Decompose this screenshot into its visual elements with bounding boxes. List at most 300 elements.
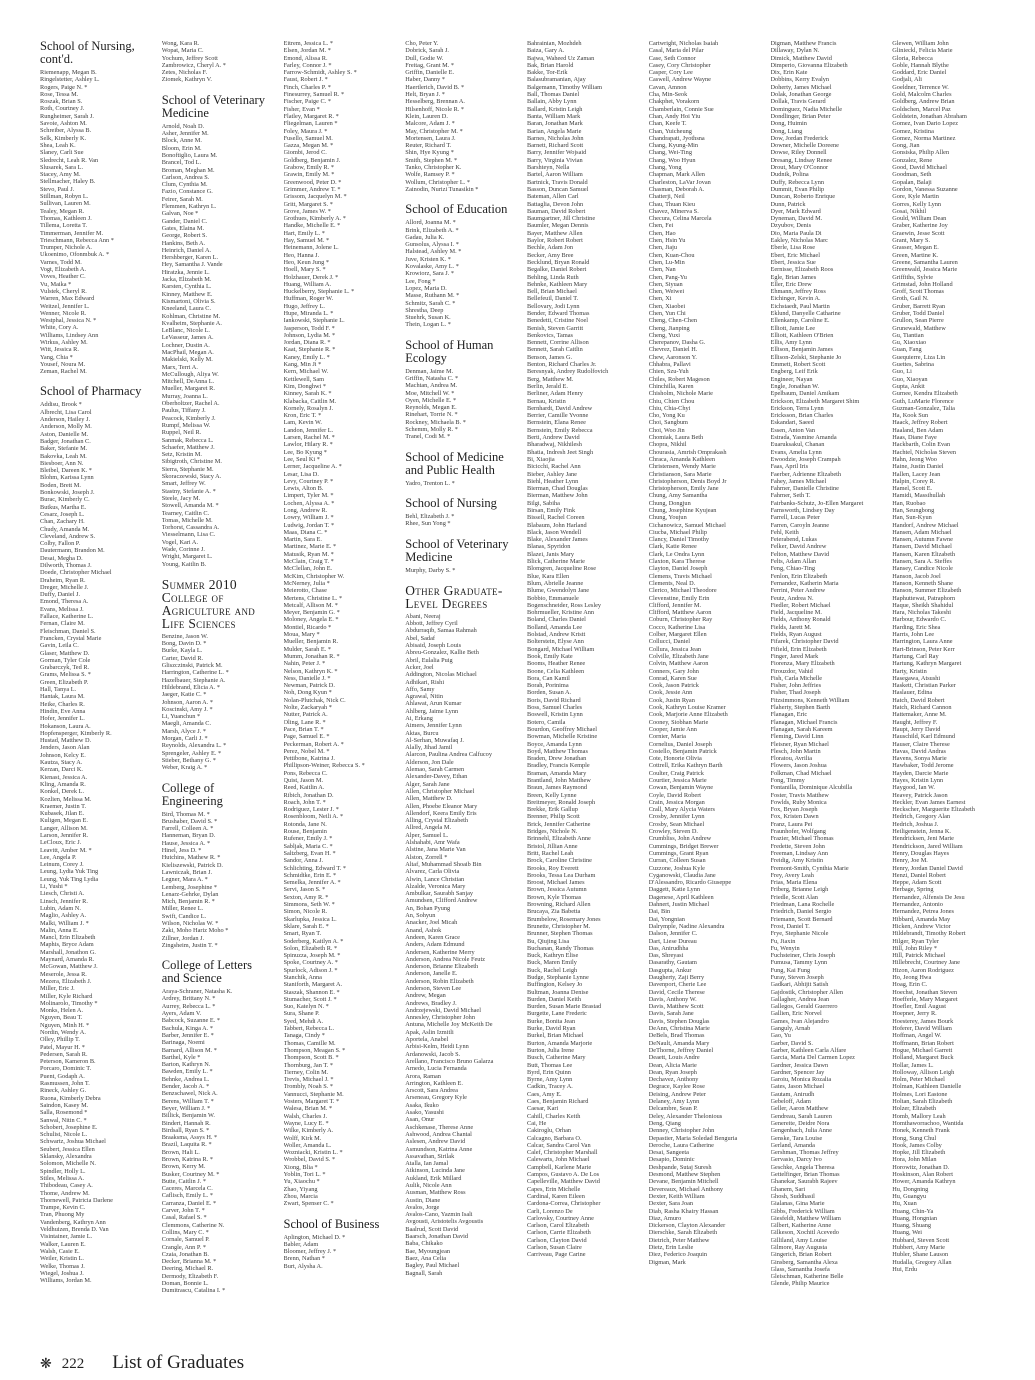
- graduate-name: Herbage, Spring: [892, 886, 934, 894]
- graduate-name: Friberg, Brianne Leigh: [770, 886, 829, 894]
- graduate-name: Chang, Woo Hyun: [648, 156, 696, 164]
- graduate-name: Heckler, Evan James Earnest: [892, 798, 966, 806]
- graduate-name: Fu, Jiaxin: [770, 937, 796, 945]
- graduate-name: Harrington, Catherine L. *: [161, 669, 229, 677]
- graduate-name: Gold, Malcolm Charles: [892, 91, 952, 99]
- graduate-name: Cornelius, Daniel Joseph: [648, 740, 712, 748]
- graduate-name: Bieber, Ashley Jane: [527, 470, 577, 478]
- graduate-name: Zambrowicz, Cheryl A. *: [161, 61, 226, 69]
- graduate-name: Spinuzza, Joseph M. *: [283, 952, 341, 960]
- graduate-name: Sierra, Stephanie M.: [161, 465, 214, 473]
- graduate-name: Benish, Steven Garritt: [527, 324, 584, 332]
- graduate-name: Matusik, Ryan M. *: [283, 550, 334, 558]
- graduate-name: Zhao, Yiyang: [283, 1185, 318, 1193]
- graduate-name: Baez, Ana Celia: [405, 1254, 446, 1262]
- page-number: 222: [61, 1356, 85, 1372]
- graduate-name: Huang, Shuang: [892, 1222, 932, 1230]
- graduate-name: Cote, Honorie Olivia: [648, 755, 702, 763]
- graduate-name: Bong, Davin D. *: [161, 640, 207, 648]
- graduate-name: Addington, Nicolas Michael: [405, 671, 477, 679]
- graduate-name: Timmerman, Jennifer M.: [40, 229, 104, 237]
- graduate-name: Duffy, Daniel J.: [40, 591, 81, 599]
- graduate-name: Chraca, Amanda Kathleen: [648, 455, 716, 463]
- graduate-name: Asako, Yasushi: [405, 1109, 444, 1117]
- graduate-name: Ruona, Kimberly Debra: [40, 1094, 101, 1102]
- graduate-name: Barry, Virginia Vivian: [527, 156, 583, 164]
- graduate-name: Wirkus, Ashley M.: [40, 338, 88, 346]
- graduate-name: Klabacka, Caitlin M.: [283, 397, 337, 405]
- graduate-name: Heinemann, Jolene L.: [283, 244, 339, 252]
- graduate-name: Griffiths, Sylvie: [892, 273, 934, 281]
- graduate-name: Glaser, Matthew D.: [40, 649, 90, 657]
- graduate-name: Arnold, Noah D.: [161, 122, 205, 130]
- graduate-name: Gavin, Leila C.: [40, 642, 79, 650]
- graduate-name: Conners, Gary John: [648, 667, 699, 675]
- graduate-name: Thornewell, Patricia Darlene: [40, 1196, 113, 1204]
- graduate-name: Berlin, Jerald E.: [527, 382, 568, 390]
- graduate-name: Cornier, Maria: [648, 733, 686, 741]
- graduate-name: Gomez, Kristina: [892, 127, 934, 135]
- graduate-name: Dexter, Keith William: [648, 1192, 705, 1200]
- graduate-name: Reuter, Richard T.: [405, 142, 452, 150]
- graduate-name: Shin, Hye Kyung *: [405, 149, 454, 157]
- graduate-name: Boss, Samuel Charles: [527, 704, 583, 712]
- graduate-name: Coyle, David Robert: [648, 791, 702, 799]
- graduate-name: Busch, Catherine Mary: [527, 1054, 586, 1062]
- graduate-name: Kaat, Stephanie R. *: [283, 346, 336, 354]
- graduate-name: Allendorf, Keera Emily Eris: [405, 809, 477, 817]
- graduate-name: Aportela, Anabel: [405, 1036, 449, 1044]
- graduate-name: Nelson, Kathryn K. *: [283, 667, 338, 675]
- graduate-name: Birdsall, Ryan S. *: [161, 1126, 210, 1134]
- graduate-name: Sanwal, Nitin C. *: [40, 1116, 87, 1124]
- graduate-name: Bae, Myoungjean: [405, 1247, 451, 1255]
- graduate-name: Schreiber, Alyssa B.: [40, 127, 92, 135]
- graduate-name: Friemann, Scott Bernard: [770, 915, 833, 923]
- graduate-name: Wrobbel, David S. *: [283, 1156, 336, 1164]
- graduate-name: Browning, Richard Allen: [527, 901, 591, 909]
- graduate-name: Holm, Peter Michael: [892, 1076, 945, 1084]
- graduate-name: Roth, Courtney J.: [40, 105, 85, 113]
- graduate-name: Hendrickson, Jared William: [892, 842, 963, 850]
- graduate-name: Goldberg, Andrew Brian: [892, 98, 955, 106]
- graduate-name: Chourasia, Amrish Omprakash: [648, 448, 727, 456]
- graduate-name: Wolfe, Ramsey P. *: [405, 171, 455, 179]
- graduate-name: Alexander-Davey, Ethan: [405, 773, 468, 781]
- graduate-name: Byrne, Amy Lynn: [527, 1076, 573, 1084]
- graduate-name: Alvarez, Carla Olivia: [405, 868, 460, 876]
- graduate-name: Cooney, Siobhan Marie: [648, 718, 709, 726]
- graduate-name: Stacey, Amy M.: [40, 171, 81, 179]
- graduate-name: Fahey, James Michael: [770, 477, 827, 485]
- graduate-name: Crosby, Jennifer Lynn: [648, 813, 705, 821]
- graduate-name: Downer, Michelle Doreene: [770, 142, 839, 150]
- graduate-name: Lesar, Lisa D.: [283, 470, 319, 478]
- graduate-name: Porcaro, Dominic T.: [40, 1065, 92, 1073]
- graduate-name: Hoefferle, Mary Margaret: [892, 995, 958, 1003]
- graduate-name: Han, Ruobao: [892, 499, 926, 507]
- graduate-name: Hansen, Sara A. Steffes: [892, 558, 952, 566]
- graduate-name: Hong, Sung Chul: [892, 1134, 937, 1142]
- graduate-name: Mezera, Elizabeth J.: [40, 977, 92, 985]
- name-list: [162, 633, 270, 772]
- graduate-name: Kettlewell, Sam: [283, 375, 325, 383]
- graduate-name: Collins, Mary C. *: [161, 1228, 209, 1236]
- graduate-name: Koscinski, Amy J. *: [161, 705, 213, 713]
- graduate-name: Karsten, Cynthia L.: [161, 283, 212, 291]
- graduate-name: Foster, Travis Matthew: [770, 791, 829, 799]
- graduate-name: Gong, Jian: [892, 142, 920, 150]
- graduate-name: Brown, Jessica Autumn: [527, 886, 587, 894]
- graduate-name: Halpin, Corey R.: [892, 477, 936, 485]
- graduate-name: Cyganowski, Claudia Jane: [648, 871, 716, 879]
- graduate-name: Fisher, Evan *: [283, 105, 320, 113]
- graduate-name: Bi, Xiaojia: [527, 455, 555, 463]
- graduate-name: Aplington, Michael D. *: [283, 1233, 346, 1241]
- graduate-name: Mumm, Jonathan R. *: [283, 652, 340, 660]
- graduate-name: Bennett, Sarah Caitlin: [527, 346, 583, 354]
- graduate-name: Barshteyn, Nella: [527, 164, 570, 172]
- graduate-name: Gates, Jason Michael: [770, 1083, 825, 1091]
- graduate-name: Farrell, Colleen A. *: [161, 825, 214, 833]
- graduate-name: Chen, Weiwei: [648, 288, 685, 296]
- name-list: [162, 988, 270, 1294]
- graduate-name: Brooks, Roy Everett: [527, 864, 579, 872]
- graduate-name: Burke, David Ryan: [527, 1025, 576, 1033]
- graduate-name: Hillebrecht, Courtney Jane: [892, 959, 960, 967]
- graduate-name: Gengenbach, Julia Anne: [770, 1127, 832, 1135]
- graduate-name: Hachtel, Nicholas Steven: [892, 448, 957, 456]
- graduate-name: Dumitrascu, Catalina I. *: [161, 1287, 226, 1295]
- graduate-name: Goodman, Seth: [892, 171, 932, 179]
- graduate-name: Bernstein, Emily Rebecca: [527, 426, 593, 434]
- graduate-name: Hubbard, Steven Scott: [892, 1236, 950, 1244]
- graduate-name: Goldstein, Jonathan Abraham: [892, 112, 967, 120]
- section-title: School of Veterinary Medicine: [405, 536, 509, 564]
- graduate-name: Flanagan, Sarah Kareem: [770, 725, 833, 733]
- graduate-name: Hutchins, Mathew R. *: [161, 854, 221, 862]
- graduate-name: Broost, Michael James: [527, 879, 585, 887]
- graduate-name: Becklund, Bryan Ronald: [527, 258, 590, 266]
- graduate-name: Dasarathy, Gautam: [648, 959, 697, 967]
- graduate-name: Lewis, Alton B.: [283, 485, 324, 493]
- graduate-name: Smith, Stephen M. *: [405, 156, 458, 164]
- graduate-name: Legner, Mara A. *: [161, 876, 208, 884]
- graduate-name: Chapman, Mark Allen: [648, 171, 705, 179]
- graduate-name: Dilworth, Thomas J.: [40, 562, 92, 569]
- graduate-name: Heinrich, Daniel A.: [161, 246, 212, 254]
- graduate-name: Haque, Sheikh Shahidul: [892, 601, 954, 609]
- graduate-name: Cichanowicz, Samuel Michael: [648, 521, 726, 529]
- graduate-name: Asher, Jennifer M.: [161, 130, 209, 138]
- graduate-name: Devereaux, Michael Anthony: [648, 1185, 724, 1193]
- graduate-name: Staniforth, Margaret A.: [283, 981, 343, 989]
- graduate-name: Dix, Erin Kate: [770, 69, 808, 77]
- graduate-name: Flemmen, Kathryn L.: [161, 203, 217, 211]
- graduate-name: Butt, Thomas Lee: [527, 1061, 573, 1069]
- graduate-name: Seubert, Jessica Ellen: [40, 1145, 95, 1153]
- graduate-name: Chhabra, Pallavi: [648, 361, 691, 369]
- graduate-name: Fiedler, Robert Michael: [770, 601, 831, 609]
- graduate-name: Bloomer, Jeffrey J. *: [283, 1248, 337, 1256]
- graduate-name: Heavey, Patrick Jason: [892, 791, 948, 799]
- graduate-name: Hansey, Candice Nicole: [892, 565, 953, 573]
- graduate-name: Bierman, Matthew John: [527, 492, 588, 500]
- graduate-name: MacPhail, Megan A.: [161, 348, 214, 356]
- graduate-name: Carter, David R.: [161, 654, 204, 662]
- graduate-name: Dolak, Jonathan George: [770, 91, 832, 99]
- graduate-name: Boris, David Richard: [527, 696, 581, 704]
- graduate-name: Leinum, Corey J.: [40, 861, 84, 869]
- graduate-name: Chau, Thuan Kieu: [648, 200, 695, 208]
- graduate-name: Chen, Kuan-Chou: [648, 251, 695, 259]
- graduate-name: Walesa, Brian M. *: [283, 1105, 333, 1113]
- graduate-name: Hershberger, Karen L.: [161, 254, 219, 262]
- graduate-name: Hustad, Matthew D.: [40, 737, 92, 745]
- graduate-name: Allen, Christopher Michael: [405, 787, 475, 795]
- graduate-name: Ness, Danielle J. *: [283, 674, 331, 682]
- graduate-name: Wolff, Kirk M.: [283, 1134, 322, 1142]
- graduate-name: Engineer, Nayan: [770, 375, 813, 383]
- graduate-name: Wenner, Nicole R.: [40, 309, 87, 317]
- graduate-name: Yoblin, Tori L. *: [283, 1171, 326, 1179]
- graduate-name: Gilmore, Ray Augusta: [770, 1243, 827, 1251]
- graduate-name: Aktas, Burcu: [405, 729, 439, 737]
- graduate-name: Brucaya, Zia Babetta: [527, 908, 581, 916]
- graduate-name: Benton, Richard Charles Jr.: [527, 361, 597, 369]
- graduate-name: Gonsiska, Philip Allen: [892, 149, 950, 157]
- graduate-name: Han, Seungbong: [892, 507, 935, 514]
- graduate-name: Kinney, Matthew E.: [161, 290, 213, 298]
- graduate-name: Andersen, Katherine Merry: [405, 948, 475, 956]
- graduate-name: Skoraczewski, Stacy A.: [161, 473, 222, 481]
- graduate-name: Daggett, Katie Lynn: [648, 886, 700, 894]
- graduate-name: Chan, Andy Hoi Yiu: [648, 112, 701, 120]
- graduate-name: Chen, Pang-Yu: [648, 273, 687, 281]
- graduate-name: Calef, Christopher Marshall: [527, 1149, 598, 1157]
- graduate-name: Deering, Michael R.: [161, 1265, 214, 1273]
- graduate-name: Dyer, Mark Edward: [770, 207, 821, 215]
- graduate-name: Foley, Maura J. *: [283, 127, 328, 135]
- graduate-name: Hoell, Mary S. *: [283, 266, 326, 274]
- graduate-name: Bu, Qiujing Lisa: [527, 937, 570, 945]
- list-column: [405, 40, 513, 1335]
- graduate-name: Games, Ivan Alejandro: [770, 1017, 829, 1025]
- graduate-name: Bobbio, Emmanuele: [527, 594, 579, 602]
- graduate-name: Braun, James Raymond: [527, 784, 587, 792]
- graduate-name: Blohm, Karissa Lynn: [40, 474, 94, 482]
- graduate-name: Fifield, Erin Elizabeth: [770, 645, 827, 653]
- graduate-name: Hui, Erdu: [892, 1265, 918, 1273]
- graduate-name: Haertlerich, David B. *: [405, 83, 465, 91]
- graduate-name: Gilkeson, Xochitl Acevedo: [770, 1229, 839, 1237]
- graduate-name: Rodriguez, Lester J. *: [283, 806, 339, 814]
- graduate-name: Brown, Hali L.: [161, 1148, 200, 1156]
- graduate-name: Boone, Celia Kathleen: [527, 667, 585, 675]
- graduate-name: Davis, Anthony W.: [648, 995, 697, 1003]
- graduate-name: Frost, Daniel T.: [770, 922, 810, 930]
- graduate-name: Xiong, Blia *: [283, 1163, 318, 1171]
- graduate-name: Linsch, Jennifer R.: [40, 897, 88, 905]
- graduate-name: Finesurrey, Samuel R. *: [283, 91, 345, 99]
- graduate-name: Phillipson-Weiner, Rebecca S. *: [283, 762, 365, 770]
- graduate-name: Cardona-Correa, Christopher: [527, 1200, 601, 1208]
- graduate-name: Flanagan, Michael Francis: [770, 718, 838, 726]
- graduate-name: Hanson, Summer Elizabeth: [892, 587, 962, 595]
- graduate-name: Hiratzka, Jennie L.: [161, 268, 210, 276]
- graduate-name: Borden, Susan A.: [527, 689, 572, 697]
- graduate-name: Dio, Maria Paula Di: [770, 229, 822, 237]
- graduate-name: Bennett, Corrine Allison: [527, 339, 589, 347]
- name-list: [162, 811, 270, 950]
- graduate-name: Hoechst, Jonathan Steven: [892, 988, 958, 996]
- graduate-name: Gershman, Thomas Jeffrey: [770, 1149, 839, 1157]
- graduate-name: Atalla, Ian Jamal: [405, 1160, 449, 1168]
- graduate-name: Crall, Mary Alycia Waters: [648, 806, 715, 814]
- graduate-name: Fisher, John Jeffries: [770, 682, 822, 690]
- graduate-name: Schmitz, Sarah C. *: [405, 299, 456, 307]
- graduate-name: Trevis, Michael J. *: [283, 1076, 334, 1084]
- graduate-name: Anderson, Brianne Elizabeth: [405, 963, 479, 971]
- graduate-name: Boland, Charles Daniel: [527, 616, 586, 624]
- graduate-name: Thein, Logan L. *: [405, 321, 451, 329]
- graduate-name: Hofer, Jennifer L.: [40, 715, 85, 723]
- graduate-name: Sanmak, Rebecca L.: [161, 436, 214, 444]
- graduate-name: Zwart, Spenser C. *: [283, 1200, 334, 1208]
- list-column: [649, 40, 757, 1335]
- graduate-name: Cooper, Jamie Ann: [648, 725, 697, 733]
- graduate-name: Campos, Gustavo A. De Los: [527, 1171, 600, 1179]
- graduate-name: Elliott, Kathleen O'Brien: [770, 331, 834, 339]
- graduate-name: Bakovka, Leah M.: [40, 452, 87, 460]
- graduate-name: Chasman, Deborah A.: [648, 185, 705, 193]
- graduate-name: Walsh, Casie E.: [40, 1247, 80, 1255]
- graduate-name: Duffy, Rebecca Lynn: [770, 178, 825, 186]
- graduate-name: Ludwig, Jordan T. *: [283, 521, 335, 529]
- name-list: [40, 401, 148, 1284]
- graduate-name: Elliott, Jamie Lee: [770, 324, 816, 332]
- graduate-name: Ginsberg, Samantha Alexa: [770, 1258, 838, 1266]
- graduate-name: Rungheimer, Sarah J.: [40, 112, 94, 120]
- graduate-name: Burt, Alysha A.: [283, 1262, 323, 1270]
- graduate-name: Rockney, Michaela B. *: [405, 418, 466, 426]
- graduate-name: Asaka, Ikuko: [405, 1101, 439, 1109]
- graduate-name: Ehmann, Jeffrey Ross: [770, 288, 826, 296]
- graduate-name: Mich, Benjamin R. *: [161, 898, 215, 906]
- graduate-name: Marshall, Jonathon G.: [40, 948, 96, 956]
- graduate-name: Ferrini, Peter Andrew: [770, 587, 826, 595]
- graduate-name: Chen, Yun Chi: [648, 309, 686, 317]
- section-title: School of Pharmacy: [40, 384, 142, 399]
- graduate-name: Patel, Mayur H. *: [40, 1043, 85, 1051]
- graduate-name: Cook, Marjorie Anne Elizabeth: [648, 711, 728, 719]
- graduate-name: Botero, Camila: [527, 718, 566, 726]
- graduate-name: Hoferer, David William: [892, 1025, 952, 1033]
- graduate-name: Aurrey, Rebecca L. *: [161, 1002, 216, 1010]
- graduate-name: Chang, Wei-Ting: [648, 149, 692, 157]
- graduate-name: Desapio, Dominic: [648, 1156, 695, 1164]
- graduate-name: Gilbert, Katherine Anne: [770, 1222, 832, 1230]
- graduate-name: George, Robert S.: [161, 232, 208, 240]
- graduate-name: Bird, Thomas M. *: [161, 810, 210, 818]
- graduate-name: Wong, Kara R.: [161, 40, 200, 47]
- graduate-name: Bellovary, Jodi Lynn: [527, 302, 580, 310]
- graduate-name: Hopfensperger, Kimberly R.: [40, 729, 112, 737]
- graduate-name: Ellis, Amy Lynn: [770, 339, 812, 347]
- graduate-name: Cuzzone, Joshua Kyle: [648, 864, 705, 872]
- graduate-name: Biehl, Heather Lynn: [527, 477, 579, 485]
- graduate-name: Battaglia, Devon John: [527, 200, 584, 208]
- graduate-name: Kovalaske, Amy L. *: [405, 263, 459, 271]
- graduate-name: Heo, Keun Jung *: [283, 258, 329, 266]
- graduate-name: Chien, Szu-Yuh: [648, 368, 689, 376]
- graduate-name: Wopat, Maria C.: [161, 47, 204, 55]
- graduate-name: Chavez, Minerva S.: [648, 207, 699, 215]
- graduate-name: Good, David Michael: [892, 164, 947, 172]
- name-list: [771, 40, 879, 1288]
- graduate-name: Burgette, Lane Frederic: [527, 1010, 587, 1018]
- graduate-name: McClain, Craig T. *: [283, 558, 334, 566]
- graduate-name: Calcagno, Barbara O.: [527, 1134, 582, 1142]
- graduate-name: Davis, Stephen Douglas: [648, 1017, 710, 1025]
- graduate-name: Cavan, Amnon: [648, 83, 687, 91]
- graduate-name: Malcore, Adam J. *: [405, 120, 455, 128]
- graduate-name: Chen, Fei: [648, 222, 674, 230]
- graduate-name: Bowman, Michelle Kristine: [527, 733, 598, 741]
- graduate-name: Paulus, Tiffany J.: [161, 407, 206, 415]
- graduate-name: Slaney, Carli Sue: [40, 149, 84, 157]
- graduate-name: Spoke, Courtney A. *: [283, 959, 338, 967]
- graduate-name: Gardner, Spencer Jay: [770, 1068, 825, 1076]
- graduate-name: Schmidtke, Erin E. *: [283, 871, 337, 879]
- graduate-name: Dermody, Elizabeth F.: [161, 1272, 219, 1280]
- graduate-name: Alstine, Jana Marie Van: [405, 846, 466, 854]
- graduate-name: Arora, Raman: [405, 1072, 441, 1080]
- graduate-name: Greenwald, Jessica Marie: [892, 266, 958, 274]
- graduate-name: LeVasseur, James A.: [161, 334, 214, 342]
- graduate-name: Zhou, Marcia: [283, 1192, 318, 1200]
- graduate-name: Carlson, Andrea S.: [161, 173, 210, 181]
- graduate-name: Harris, John Lee: [892, 631, 935, 639]
- name-list: [649, 40, 757, 1266]
- graduate-name: Becker, Amy Bree: [527, 251, 574, 259]
- graduate-name: Ahlawat, Arun Kumar: [405, 700, 462, 708]
- graduate-name: Witt, Jessica R.: [40, 346, 79, 354]
- graduate-name: Hanneman, Bryan D.: [161, 832, 216, 840]
- graduate-name: Hizon, Aaron Rodriguez: [892, 966, 954, 974]
- graduate-name: Fitzsimmons, Kenneth William: [770, 696, 850, 704]
- graduate-name: Cornale, Samuel P.: [161, 1236, 210, 1244]
- graduate-name: Molinarolo, Timothy *: [40, 999, 98, 1007]
- graduate-name: Hilsenhoff, Nicole R. *: [405, 105, 465, 113]
- graduate-name: Nguyen, Minh H. *: [40, 1021, 90, 1029]
- graduate-name: Lochner, Dustin A.: [161, 341, 210, 349]
- graduate-name: Clark, Le Ondra Lynn: [648, 550, 705, 558]
- graduate-name: Folkman, Chad Michael: [770, 769, 832, 777]
- graduate-name: Andrews, Bradley J.: [405, 999, 457, 1007]
- graduate-name: Ruppel, Neil R.: [161, 429, 202, 437]
- graduate-name: Goddard, Eric Daniel: [892, 69, 947, 77]
- graduate-name: Gopalan, Balaji: [892, 178, 932, 186]
- graduate-name: Fairbanks-Schutz, Jo-Ellen Margaret: [770, 499, 864, 507]
- graduate-name: Maegli, Amanda C.: [161, 720, 212, 728]
- graduate-name: Hantak, Laura M.: [40, 693, 85, 701]
- graduate-name: Moe, Mitchell W. *: [405, 389, 455, 397]
- graduate-name: Digman, Mark: [648, 1258, 686, 1266]
- graduate-name: Geschke, Angela Theresa: [770, 1163, 835, 1171]
- graduate-name: Rotonda, Jane N.: [283, 820, 327, 828]
- graduate-name: Bernau, Kristin: [527, 397, 566, 405]
